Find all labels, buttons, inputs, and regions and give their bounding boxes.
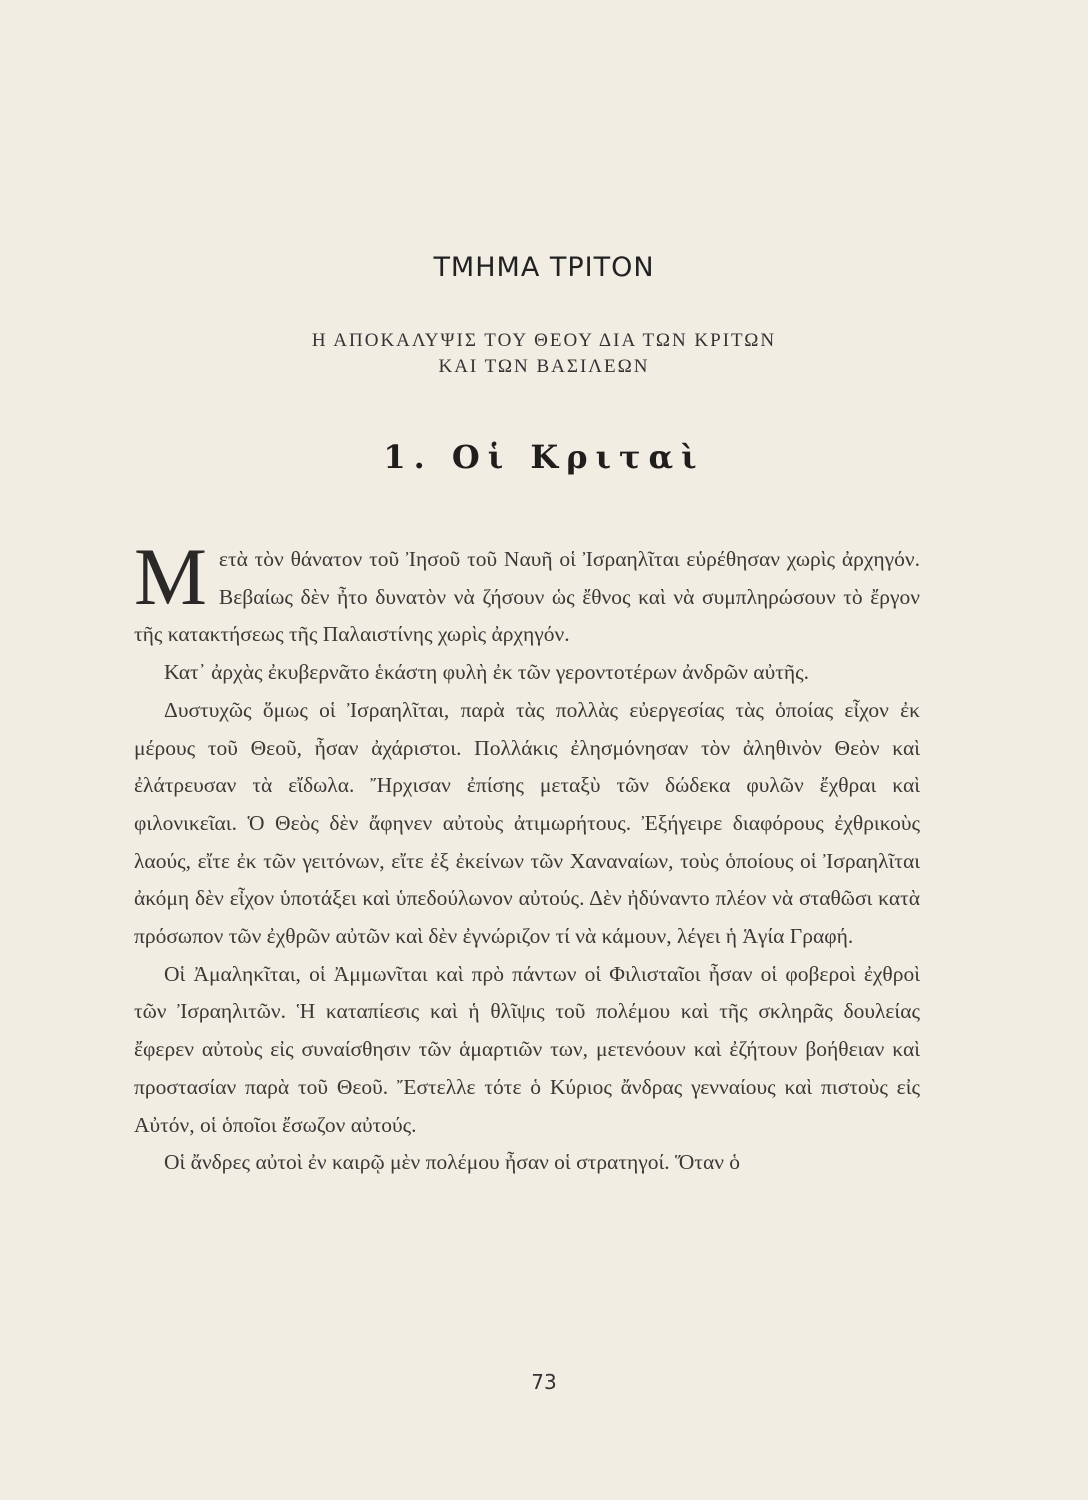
drop-cap: Μ	[134, 531, 207, 622]
paragraph-5: Οἱ ἄνδρες αὐτοὶ ἐν καιρῷ μὲν πολέμου ἦσαν οἱ στρατηγοί. Ὅταν ὁ	[164, 1150, 741, 1175]
body-text	[134, 531, 920, 1182]
paragraph-text: ετὰ τὸν θάνατον τοῦ Ἰησοῦ τοῦ Ναυῆ οἱ Ἰσραηλῖται εὑρέθησαν χωρὶς ἀρχηγόν. Βεβαίως δὲν ἦτο δυνατὸν νὰ ζήσουν ὡς ἔθνος καὶ νὰ συμπληρώσουν τὸ ἔργον τῆς κατακτήσεως τῆς Παλαιστίνης χωρὶς ἀρχηγόν.	[134, 547, 920, 647]
paragraph-2: Κατ᾿ ἀρχὰς ἐκυβερνᾶτο ἑκάστη φυλὴ ἐκ τῶν γεροντοτέρων ἀνδρῶν αὐτῆς.	[164, 660, 809, 685]
part-title: ΤΜΗΜΑ ΤΡΙΤΟΝ	[433, 252, 655, 283]
section-subtitle-line-2: ΚΑΙ ΤΩΝ ΒΑΣΙΛΕΩΝ	[438, 356, 650, 377]
paragraph-4: Οἱ Ἀμαληκῖται, οἱ Ἀμμωνῖται καὶ πρὸ πάντων οἱ Φιλισταῖοι ἦσαν οἱ φοβεροὶ ἐχθροὶ τῶν Ἰσραηλιτῶν. Ἡ καταπίεσις καὶ ἡ θλῖψις τοῦ πολέμου καὶ τῆς σκληρᾶς δουλείας ἔφερεν αὐτοὺς εἰς συναίσθησιν τῶν ἁμαρτιῶν των, μετενόουν καὶ ἐζήτουν βοήθειαν καὶ προστασίαν παρὰ τοῦ Θεοῦ. Ἔστελλε τότε ὁ Κύριος ἄνδρας γενναίους καὶ πιστοὺς εἰς Αὐτόν, οἱ ὁποῖοι ἔσωζον αὐτούς.	[134, 961, 920, 1137]
paragraph-3: Δυστυχῶς ὅμως οἱ Ἰσραηλῖται, παρὰ τὰς πολλὰς εὐεργεσίας τὰς ὁποίας εἶχον ἐκ μέρους τοῦ Θεοῦ, ἦσαν ἀχάριστοι. Πολλάκις ἐλησμόνησαν τὸν ἀληθινὸν Θεὸν καὶ ἐλάτρευσαν τὰ εἴδωλα. Ἤρχισαν ἐπίσης μεταξὺ τῶν δώδεκα φυλῶν ἔχθραι καὶ φιλονικεῖαι. Ὁ Θεὸς δὲν ἄφηνεν αὐτοὺς ἀτιμωρήτους. Ἐξήγειρε διαφόρους ἐχθρικοὺς λαούς, εἴτε ἐκ τῶν γειτόνων, εἴτε ἐξ ἐκείνων τῶν Χαναναίων, τοὺς ὁποίους οἱ Ἰσραηλῖται ἀκόμη δὲν εἶχον ὑποτάξει καὶ ὑπεδούλωνον αὐτούς. Δὲν ἠδύναντο πλέον νὰ σταθῶσι κατὰ πρόσωπον τῶν ἐχθρῶν αὐτῶν καὶ δὲν ἐγνώριζον τί νὰ κάμουν, λέγει ἡ Ἁγία Γραφή.	[134, 697, 920, 949]
paragraph-1	[134, 531, 920, 654]
chapter-title: 1. Οἱ Κριταὶ	[383, 438, 705, 476]
section-subtitle-line-1: Η ΑΠΟΚΑΛΥΨΙΣ ΤΟΥ ΘΕΟΥ ΔΙΑ ΤΩΝ ΚΡΙΤΩΝ	[311, 330, 777, 351]
page-number: 73	[531, 1370, 557, 1394]
